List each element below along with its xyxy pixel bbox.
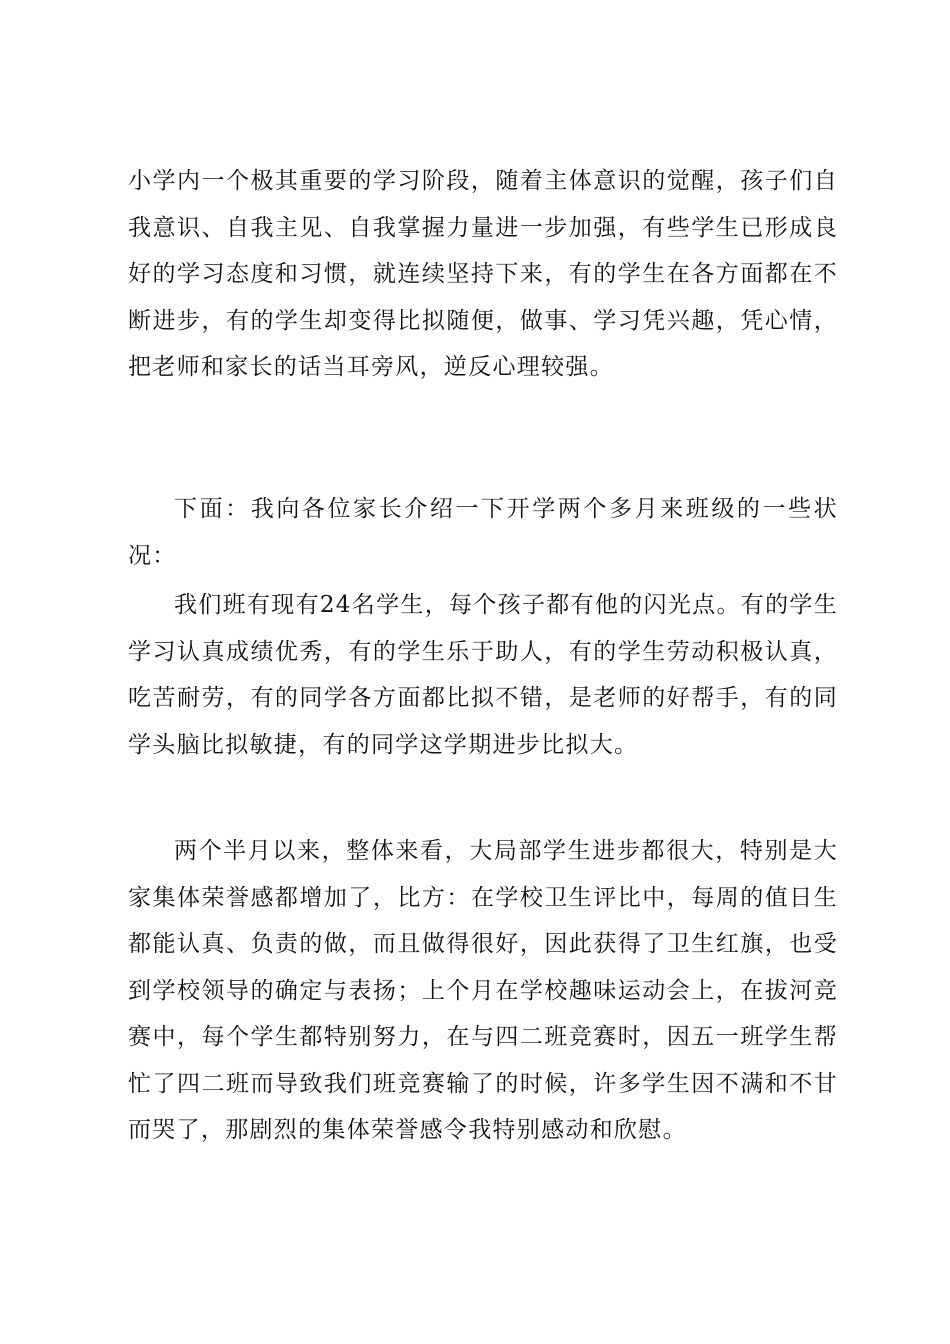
paragraph-class-overview: 我们班有现有24名学生，每个孩子都有他的闪光点。有的学生学习认真成绩优秀，有的学生乐于助人，有的学生劳动积极认真，吃苦耐劳，有的同学各方面都比拟不错，是老师的好帮手，有的同学头脑比拟敏捷，有的同学这学期进步比拟大。: [128, 592, 838, 758]
paragraph-continuation: 小学内一个极其重要的学习阶段，随着主体意识的觉醒，孩子们自我意识、自我主见、自我掌握力量进一步加强，有些学生已形成良好的学习态度和习惯，就连续坚持下来，有的学生在各方面都在不断进步，有的学生却变得比拟随便，做事、学习凭兴趣，凭心情，把老师和家长的话当耳旁风，逆反心理较强。: [128, 168, 838, 380]
paragraph-introduction: 下面：我向各位家长介绍一下开学两个多月来班级的一些状况：: [128, 496, 838, 569]
paragraph-collective-honor: 两个半月以来，整体来看，大局部学生进步都很大，特别是大家集体荣誉感都增加了，比方：在学校卫生评比中，每周的值日生都能认真、负责的做，而且做得很好，因此获得了卫生红旗，也受到学校领导的确定与表扬；上个月在学校趣味运动会上，在拔河竞赛中，每个学生都特别努力，在与四二班竞赛时，因五一班学生帮忙了四二班而导致我们班竞赛输了的时候，许多学生因不满和不甘而哭了，那剧烈的集体荣誉感令我特别感动和欣慰。: [128, 838, 838, 1143]
